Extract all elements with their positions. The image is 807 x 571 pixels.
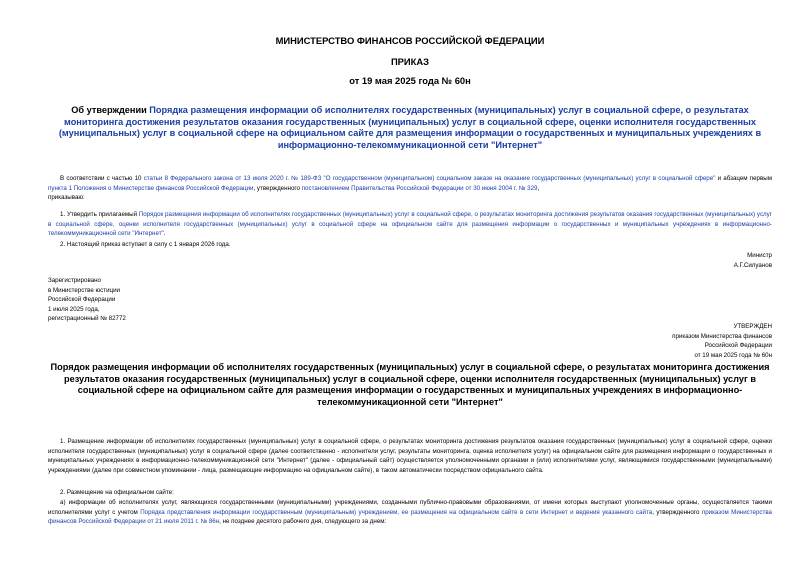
ministry-order-86n-link[interactable]: приказом Министерства финансов Российской Федерации от 21 июля 2011 г. № 86н xyxy=(48,508,772,526)
preamble-text-3: , утвержденного xyxy=(253,184,302,192)
registration-line-1: Зарегистрировано xyxy=(48,277,101,284)
registration-line-4: 1 июля 2025 года, xyxy=(48,305,100,313)
ministry-heading: МИНИСТЕРСТВО ФИНАНСОВ РОССИЙСКОЙ ФЕДЕРАЦИИ xyxy=(275,35,545,46)
approval-line-4: от 19 мая 2025 года № 60н xyxy=(694,351,772,359)
order-date-heading: от 19 мая 2025 года № 60н xyxy=(349,75,471,86)
preamble-text-1: В соответствии с частью 10 xyxy=(60,175,144,182)
procedure-title: Порядок размещения информации об исполнителях государственных (муниципальных) услуг в социальной сфере, о результатах мониторинга достижения результатов оказания государственных (муниципальных) услуг в социальной сфере, оценки исполнителя государственных (муниципальных) услуг в социальной сфере на официальном сайте для размещения информации о государственных и муниципальных учреждениях в информационно-телекоммуникационной сети "Интернет" xyxy=(50,362,770,407)
item1-text-1: 1. Утвердить прилагаемый xyxy=(60,211,139,218)
ministry-regulation-link[interactable]: пункта 1 Положения о Министерстве финансов Российской Федерации xyxy=(48,184,254,192)
order-title-prefix: Об утверждении xyxy=(71,105,150,115)
federal-law-link[interactable]: статьи 8 Федерального закона от 13 июля 2020 г. № 189-ФЗ "О государственном (муниципальном) социальном заказе на оказание государственных (муниципальных) услуг в социальной сфере" xyxy=(143,175,716,182)
registration-block xyxy=(48,276,126,324)
approval-line-2: приказом Министерства финансов xyxy=(672,332,772,340)
preamble-order-word: приказываю: xyxy=(48,194,85,202)
order-title xyxy=(48,105,772,151)
order-item-2: 2. Настоящий приказ вступает в силу с 1 января 2026 года. xyxy=(60,241,231,248)
proc3-text-3: , не позднее десятого рабочего дня, следующего за днем: xyxy=(219,518,387,526)
order-item-1 xyxy=(48,210,772,239)
proc3-text-2: , утвержденного xyxy=(652,508,702,516)
approval-stamp xyxy=(672,322,772,360)
registration-line-3: Российской Федерации xyxy=(48,296,116,304)
signer-position: Министр xyxy=(747,252,772,259)
procedure-paragraph-2: 2. Размещение на официальном сайте: xyxy=(60,489,174,496)
signer-name: А.Г.Силуанов xyxy=(733,261,772,269)
registration-line-5: регистрационный № 82772 xyxy=(48,315,126,323)
order-title-link[interactable]: Порядка размещения информации об исполнителях государственных (муниципальных) услуг в социальной сфере, о результатах мониторинга достижения результатов оказания государственных (муниципальных) услуг в социальной сфере, оценки исполнителя государственных (муниципальных) услуг в социальной сфере на официальном сайте для размещения информации о государственных и муниципальных учреждениях в информационно-телекоммуникационной сети "Интернет" xyxy=(58,105,762,150)
order-type-heading: ПРИКАЗ xyxy=(390,56,430,67)
approval-line-1: УТВЕРЖДЕН xyxy=(733,323,772,330)
proc3-text-1: а) информации об исполнителях услуг, являющихся государственными (муниципальными) учреждениями, созданными публично-правовыми образованиями, от имени которых выступают уполномоченные органы, осуществляется такими исполнителями услуг с учетом xyxy=(48,499,772,516)
procedure-link[interactable]: Порядок размещения информации об исполнителях государственных (муниципальных) услуг в социальной сфере, о результатах мониторинга достижения результатов оказания государственных (муниципальных) услуг в социальной сфере, оценки исполнителя государственных (муниципальных) услуг в социальной сфере на официальном сайте для размещения информации о государственных и муниципальных учреждениях в информационно-телекоммуникационной сети "Интернет" xyxy=(48,211,772,238)
signer-block xyxy=(734,251,772,270)
preamble-text-4: , xyxy=(537,184,540,192)
item1-text-2: . xyxy=(163,230,166,238)
approval-line-3: Российской Федерации xyxy=(704,342,772,350)
info-procedure-link[interactable]: Порядка представления информации государственным (муниципальным) учреждением, ее размещения на официальном сайте в сети Интернет и ведения указанного сайта xyxy=(140,508,653,516)
preamble-paragraph xyxy=(48,174,772,203)
government-decree-link[interactable]: постановлением Правительства Российской Федерации от 30 июня 2004 г. № 329 xyxy=(301,184,538,192)
procedure-paragraph-1: 1. Размещение информации об исполнителях государственных (муниципальных) услуг в социальной сфере, о результатах мониторинга достижения результатов оказания государственных (муниципальных) услуг в социальной сфере, оценки исполнителя государственных (муниципальных) услуг в социальной сфере (далее соответственно - исполнители услуг, результаты мониторинга, оценка исполнителя услуг) на официальном сайте для размещения информации о государственных и муниципальных учреждениях в информационно-телекоммуникационной сети "Интернет" (далее - официальный сайт) осуществляется уполномоченными органами и (или) исполнителями услуг, являющимися государственными (муниципальными) учреждениями (далее при совместном упоминании - лица, размещающие информацию на официальном сайте), в таком автоматически посредством официального сайта. xyxy=(48,438,772,474)
preamble-text-2: и абзацем первым xyxy=(715,175,772,182)
procedure-paragraph-3 xyxy=(48,498,772,527)
registration-line-2: в Министерстве юстиции xyxy=(48,286,121,294)
